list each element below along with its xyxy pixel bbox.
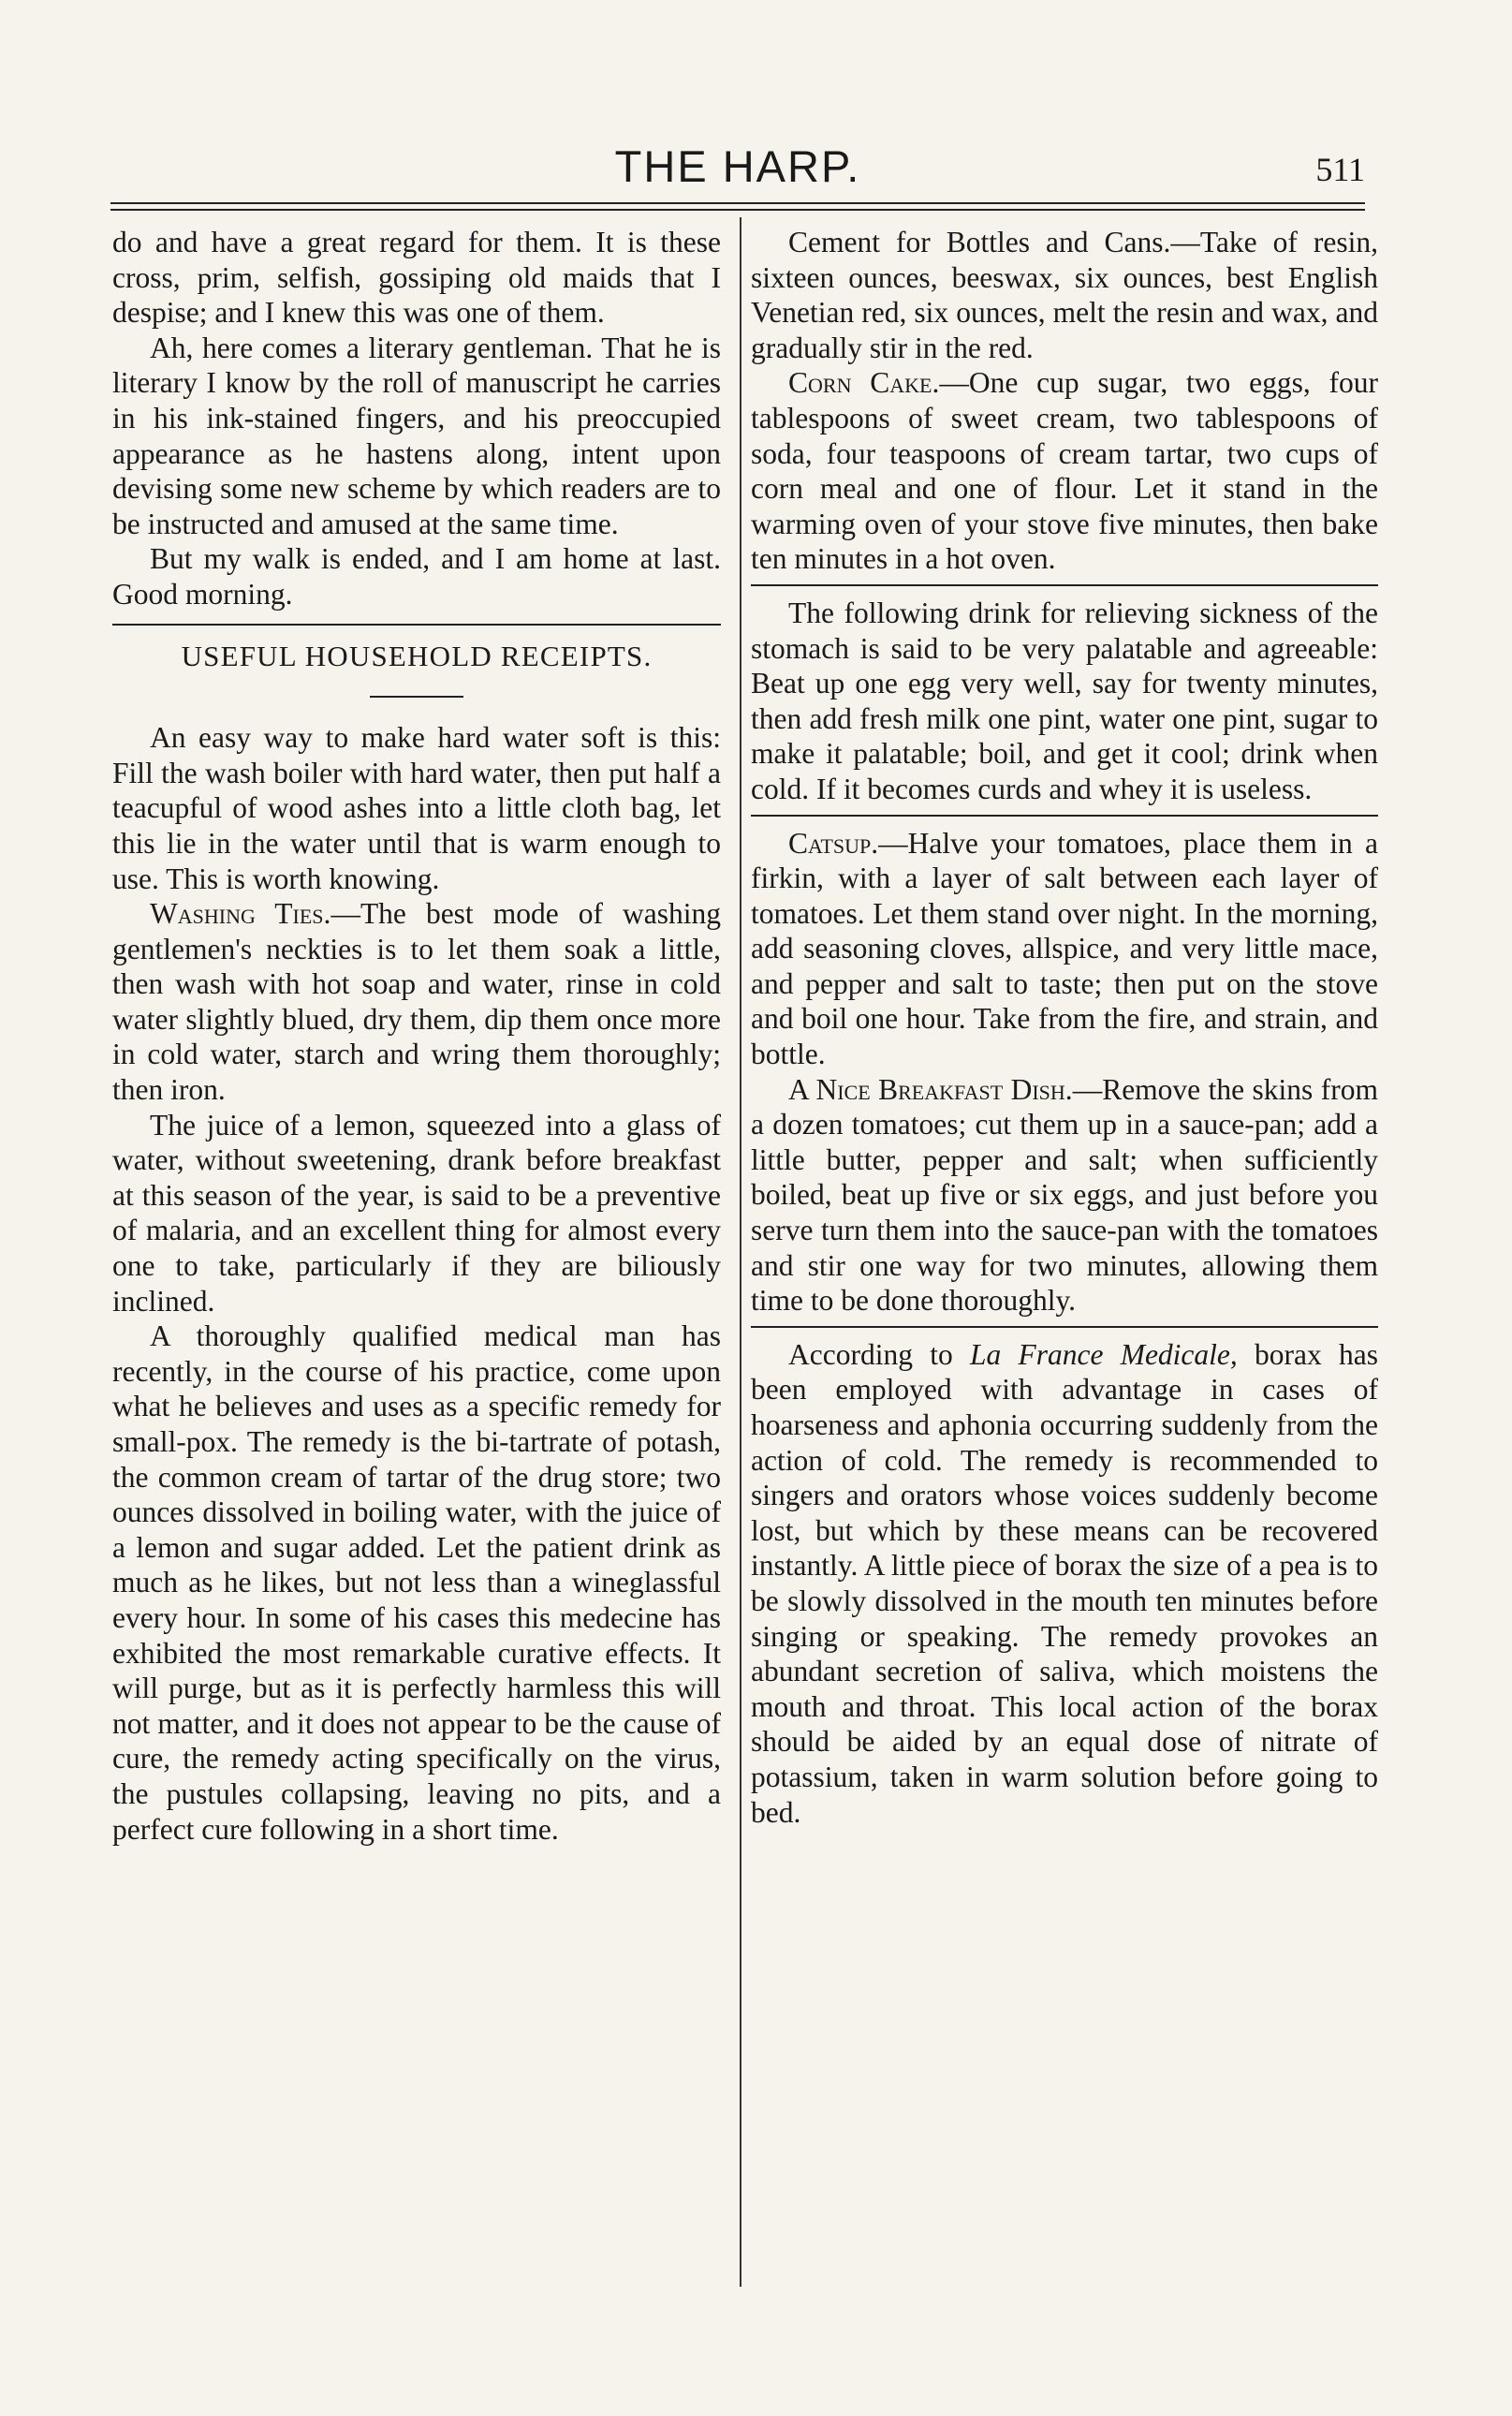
recipe-body: —Halve your tomatoes, place them in a firkin, with a layer of salt between each layer of tomatoes. Let them stand over night. In the morning, add seasoning cloves, allspice, and very little mace, and pepper and salt to taste; then put on the stove and boil one hour. Take from the fire, and strain, and bottle. [751, 826, 1378, 1071]
paragraph-corn-cake [751, 365, 1378, 577]
recipe-title: Catsup. [788, 826, 879, 860]
recipe-body: —Remove the skins from a dozen tomatoes; cut them up in a sauce-pan; add a little butter, pepper and salt; when sufficiently boiled, beat up five or six eggs, and just before you serve turn them into the sauce-pan with the tomatoes and stir one way for two minutes, allowing them time to be done thoroughly. [751, 1072, 1378, 1318]
text-run: According to [788, 1337, 970, 1371]
item-divider [751, 815, 1378, 817]
paragraph: The following drink for relieving sickness of the stomach is said to be very palatable and agreeable: Beat up one egg very well, say for twenty minutes, then add fresh milk one pint, water one pint, sugar to make it palatable; boil, and get it cool; drink when cold. If it becomes curds and whey it is useless. [751, 596, 1378, 805]
section-heading: USEFUL HOUSEHOLD RECEIPTS. [181, 639, 653, 672]
section-divider [112, 624, 721, 626]
header-rule-bottom [110, 209, 1365, 211]
recipe-title: A Nice Breakfast Dish. [788, 1072, 1073, 1106]
paragraph: do and have a great regard for them. It is these cross, prim, selfish, gossiping old maids that I despise; and I knew this was one of them. [112, 226, 721, 330]
paragraph: A thoroughly qualified medical man has recently, in the course of his practice, come upon what he believes and uses as a specific remedy for small-pox. The remedy is the bi-tartrate of potash, the common cream of tartar of the drug store; two ounces dissolved in boiling water, with the juice of a lemon and sugar added. Let the patient drink as much as he likes, but not less than a wineglassful every hour. In some of his cases this medecine has exhibited the most remarkable curative effects. It will purge, but as it is perfectly harmless this will not matter, and it does not appear to be the cause of cure, the remedy acting specifically on the virus, the pustules collapsing, leaving no pits, and a perfect cure following in a short time. [112, 1319, 721, 1846]
paragraph: But my walk is ended, and I am home at last. Good morning. [112, 542, 721, 611]
recipe-body: —One cup sugar, two eggs, four tablespoons of sweet cream, two tablespoons of soda, four teaspoons of cream tartar, two cups of corn meal and one of flour. Let it stand in the warming oven of your stove five minutes, then bake ten minutes in a hot oven. [751, 366, 1378, 576]
paragraph-breakfast-dish [751, 1072, 1378, 1318]
column-divider [740, 217, 741, 2287]
running-header [110, 140, 1365, 197]
recipe-body: —The best mode of washing gentlemen's neckties is to let them soak a little, then wash with hot soap and water, rinse in cold water slightly blued, dry them, dip them once more in cold water, starch and wring them thoroughly; then iron. [112, 897, 721, 1107]
item-divider [751, 1326, 1378, 1328]
left-column [112, 225, 721, 1847]
magazine-title: THE HARP. [614, 141, 861, 191]
heading-underline [370, 696, 463, 698]
header-rule-top [110, 202, 1365, 204]
page-number: 511 [1315, 151, 1365, 188]
paragraph-catsup [751, 826, 1378, 1072]
paragraph-borax [751, 1337, 1378, 1830]
item-divider [751, 584, 1378, 586]
text-run: borax has been employed with advantage in cases of hoarseness and aphonia occurring suddenly from the action of cold. The remedy is recommended to singers and orators whose voices suddenly become lost, but which by these means can be recovered instantly. A little piece of borax the size of a pea is to be slowly dissolved in the mouth ten minutes before singing or speaking. The remedy provokes an abundant secretion of saliva, which moistens the mouth and throat. This local action of the borax should be aided by an equal dose of nitrate of potassium, taken in warm solution before going to bed. [751, 1337, 1378, 1829]
paragraph: Ah, here comes a literary gentleman. That he is literary I know by the roll of manuscript he carries in his ink-stained fingers, and his preoccupied appearance as he hastens along, intent upon devising some new scheme by which readers are to be instructed and amused at the same time. [112, 331, 721, 540]
paragraph: Cement for Bottles and Cans.—Take of resin, sixteen ounces, beeswax, six ounces, best English Venetian red, six ounces, melt the resin and wax, and gradually stir in the red. [751, 226, 1378, 364]
paragraph: An easy way to make hard water soft is this: Fill the wash boiler with hard water, then put half a teacupful of wood ashes into a little cloth bag, let this lie in the water until that is warm enough to use. This is worth knowing. [112, 721, 721, 895]
publication-title: La France Medicale, [969, 1337, 1238, 1371]
paragraph-washing-ties [112, 896, 721, 1108]
right-column [751, 225, 1378, 1830]
recipe-title: Washing Ties. [150, 897, 331, 931]
paragraph: The juice of a lemon, squeezed into a glass of water, without sweetening, drank before breakfast at this season of the year, is said to be a preventive of malaria, and an excellent thing for almost every one to take, particularly if they are biliously inclined. [112, 1108, 721, 1318]
recipe-title: Corn Cake. [788, 366, 940, 400]
